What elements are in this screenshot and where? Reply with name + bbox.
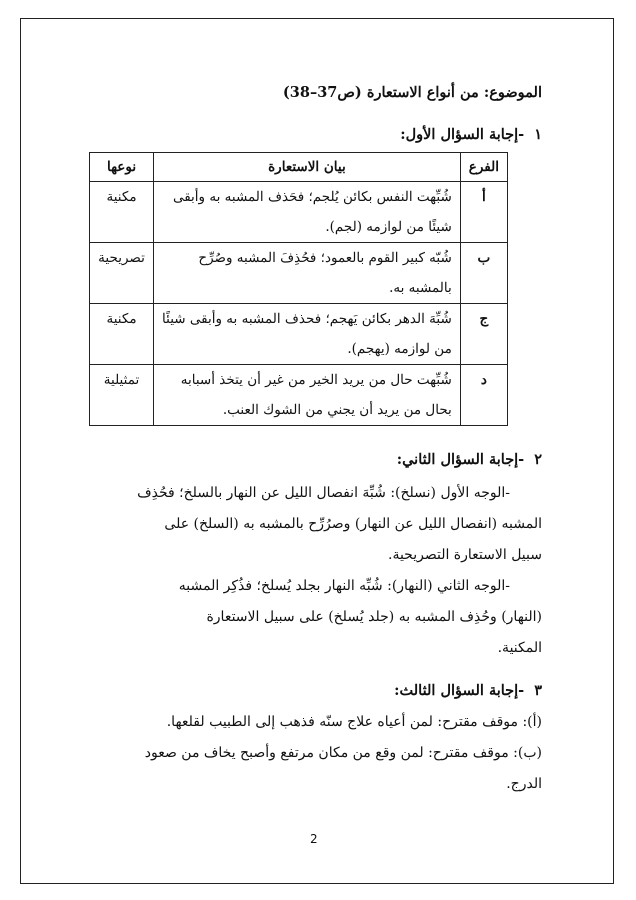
row-explanation: [154, 243, 461, 304]
paragraph-line: -الوجه الثاني (النهار): شُبِّه النهار بجلد يُسلخ؛ فذُكِر المشبه: [178, 578, 510, 594]
paragraph-line: (النهار) وحُذِف المشبه به (جلد يُسلخ) على سبيل الاستعارة: [206, 609, 542, 625]
answer-a: (أ): موقف مقترح: لمن أعياه علاج سنّه فذهب إلى الطبيب لقلعها.: [166, 714, 542, 730]
question2-face2: [36, 571, 542, 664]
row-branch: د: [460, 365, 507, 426]
row-explanation-line: شيئًا من لوازمه (لجم).: [325, 219, 452, 235]
question1-heading: [400, 126, 542, 143]
row-type: تمثيلية: [90, 365, 154, 426]
paragraph-line: المكنية.: [497, 640, 542, 656]
row-explanation-line: شُبّه كبير القوم بالعمود؛ فحُذِفَ المشبه وصُرِّح: [198, 250, 452, 266]
row-type: مكنية: [90, 182, 154, 243]
answer-b-line: الدرج.: [506, 776, 542, 792]
row-explanation: [154, 304, 461, 365]
header-branch: الفرع: [460, 153, 507, 182]
table-row: [90, 243, 508, 304]
question1-title: -إجابة السؤال الأول:: [400, 126, 525, 143]
row-explanation-line: شُبِّهت حال من يريد الخير من غير أن يتخذ أسبابه: [180, 372, 452, 388]
row-type: مكنية: [90, 304, 154, 365]
paragraph-line: -الوجه الأول (نسلخ): شُبِّهَ انفصال الليل عن النهار بالسلخ؛ فحُذِف: [137, 485, 510, 501]
row-type: تصريحية: [90, 243, 154, 304]
answer-b-line: (ب): موقف مقترح: لمن وقع من مكان مرتفع وأصبح يخاف من صعود: [144, 745, 542, 761]
question1-number: ١: [534, 126, 542, 143]
page-number: 2: [310, 832, 318, 846]
row-branch: ج: [460, 304, 507, 365]
row-explanation-line: بالمشبه به.: [389, 280, 452, 296]
question3-heading: [394, 682, 542, 699]
question3-title: -إجابة السؤال الثالث:: [394, 682, 525, 699]
question2-heading: [397, 451, 542, 468]
question2-title: -إجابة السؤال الثاني:: [396, 451, 525, 468]
paragraph-line: سبيل الاستعارة التصريحية.: [388, 547, 542, 563]
question3-answers: [36, 707, 542, 800]
header-type: نوعها: [90, 153, 154, 182]
row-explanation-line: شُبِّهت النفس بكائن يُلجم؛ فحَذف المشبه به وأبقى: [172, 189, 452, 205]
answers-table: [89, 152, 508, 426]
row-branch: أ: [460, 182, 507, 243]
question2-number: ٢: [534, 451, 542, 468]
table-row: [90, 182, 508, 243]
row-explanation: [154, 365, 461, 426]
row-explanation: [154, 182, 461, 243]
topic-heading: الموضوع: من أنواع الاستعارة (ص37–38): [282, 84, 542, 101]
paragraph-line: المشبه (انفصال الليل عن النهار) وصرُرِّح بالمشبه به (السلخ) على: [164, 516, 542, 532]
row-explanation-line: شُبِّهَ الدهر بكائن يَهجم؛ فحذف المشبه به وأبقى شيئًا: [162, 311, 452, 327]
row-explanation-line: بحال من يريد أن يجني من الشوك العنب.: [222, 402, 452, 418]
row-branch: ب: [460, 243, 507, 304]
table-header-row: [90, 153, 508, 182]
question3-number: ٣: [534, 682, 542, 699]
table-row: [90, 365, 508, 426]
row-explanation-line: من لوازمه (يهجم).: [347, 341, 452, 357]
header-explanation: بيان الاستعارة: [154, 153, 461, 182]
question2-face1: [36, 478, 542, 571]
table-row: [90, 304, 508, 365]
